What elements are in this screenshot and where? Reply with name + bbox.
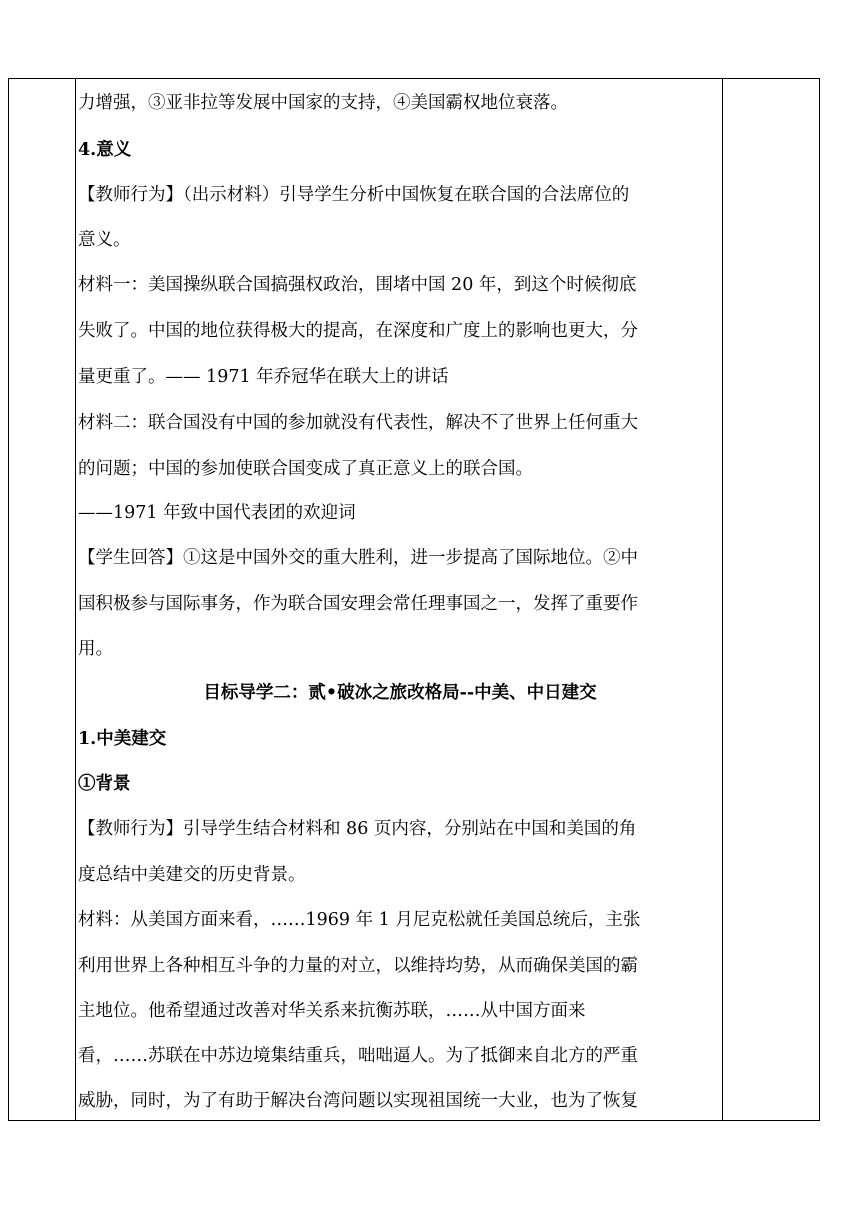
- text-line: 主地位。他希望通过改善对华关系来抗衡苏联，……从中国方面来: [78, 1001, 586, 1021]
- text-line: 利用世界上各种相互斗争的力量的对立，以维持均势，从而确保美国的霸: [78, 956, 638, 976]
- section-heading-sino-us: 1.中美建交: [78, 729, 167, 749]
- text-line: 量更重了。—— 1971 年乔冠华在联大上的讲话: [78, 367, 449, 387]
- column-divider-right: [722, 78, 723, 1121]
- text-line: 力增强，③亚非拉等发展中国家的支持，④美国霸权地位衰落。: [78, 93, 568, 113]
- table-left-border: [8, 78, 9, 1121]
- text-line: 材料：从美国方面来看，……1969 年 1 月尼克松就任美国总统后，主张: [78, 910, 641, 930]
- text-line: 材料一：美国操纵联合国搞强权政治，围堵中国 20 年，到这个时候彻底: [78, 275, 637, 295]
- subheading-background: ①背景: [78, 774, 131, 794]
- text-line: 【教师行为】引导学生结合材料和 86 页内容，分别站在中国和美国的角: [78, 819, 637, 839]
- text-line: 意义。: [78, 230, 131, 250]
- section-heading-significance: 4.意义: [78, 140, 132, 160]
- table-right-border: [819, 78, 820, 1121]
- text-line: 的问题；中国的参加使联合国变成了真正意义上的联合国。: [78, 459, 533, 479]
- text-line: 失败了。中国的地位获得极大的提高，在深度和广度上的影响也更大，分: [78, 321, 638, 341]
- text-line: 度总结中美建交的历史背景。: [78, 865, 306, 885]
- text-line: 国积极参与国际事务，作为联合国安理会常任理事国之一，发挥了重要作: [78, 594, 638, 614]
- goal-heading-2: 目标导学二：贰•破冰之旅改格局--中美、中日建交: [203, 683, 597, 703]
- text-line: 【学生回答】①这是中国外交的重大胜利，进一步提高了国际地位。②中: [78, 548, 638, 568]
- text-line: 【教师行为】（出示材料）引导学生分析中国恢复在联合国的合法席位的: [78, 185, 630, 205]
- content-cell: [78, 78, 722, 1121]
- column-divider-left: [75, 78, 76, 1121]
- text-line: 威胁，同时，为了有助于解决台湾问题以实现祖国统一大业，也为了恢复: [78, 1091, 638, 1111]
- text-line: ——1971 年致中国代表团的欢迎词: [78, 503, 356, 523]
- text-line: 用。: [78, 639, 113, 659]
- text-line: 看，……苏联在中苏边境集结重兵，咄咄逼人。为了抵御来自北方的严重: [78, 1046, 638, 1066]
- text-line: 材料二：联合国没有中国的参加就没有代表性，解决不了世界上任何重大: [78, 413, 638, 433]
